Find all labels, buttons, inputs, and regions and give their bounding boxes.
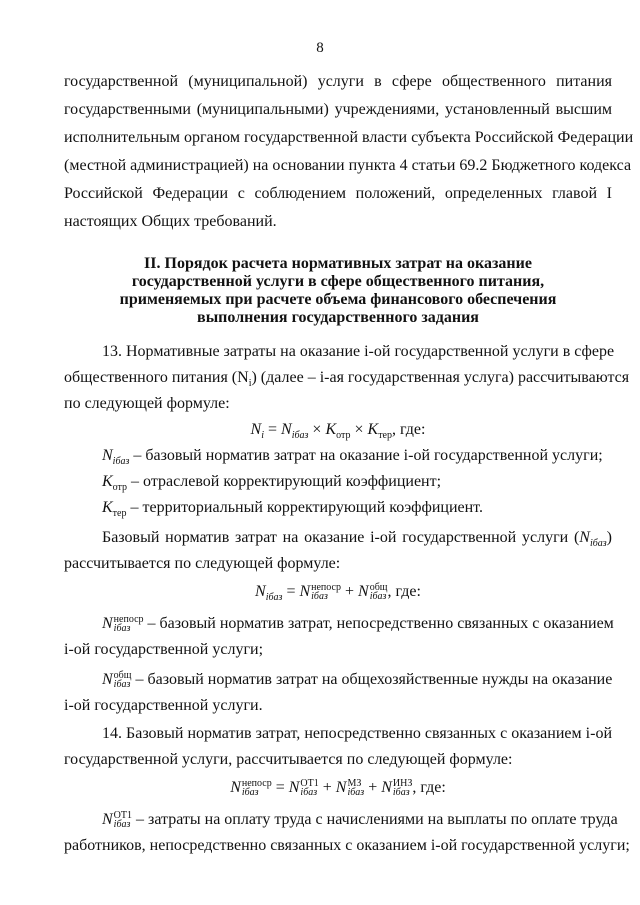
definition-obsh: N общ iбаз – базовый норматив затрат на общехозяйственные нужды на оказание [102, 670, 613, 691]
body-text-line: государственной (муниципальной) услуги в сфере общественного питания [64, 73, 612, 90]
section-heading: государственной услуги в сфере общественного питания, [131, 273, 545, 290]
definition-obsh: i-ой государственной услуги. [64, 697, 263, 714]
section-heading: II. Порядок расчета нормативных затрат на оказание [144, 255, 532, 272]
body-text-line: Российской Федерации с соблюдением положений, определенных главой I [64, 185, 612, 202]
definition-nibaz: $N_{iбаз}$ – базовый норматив затрат на оказание i-ой государственной услуги; [102, 447, 603, 468]
paragraph-14-line: государственной услуги, рассчитывается по следующей формуле: [64, 751, 513, 768]
paragraph-13-line: 13. Нормативные затраты на оказание i-ой государственной услуги в сфере [102, 343, 615, 360]
paragraph-13-line: общественного питания $(N_i)$ (далее – i-ая государственная услуга) рассчитываются [64, 369, 630, 390]
definition-kotr: $K_{отр}$ – отраслевой корректирующий коэффициент; [102, 473, 442, 494]
paragraph-13-line: по следующей формуле: [64, 395, 230, 412]
formula-neposr: N непоср iбаз = N ОТ1 iбаз + N МЗ iбаз + N ИНЗ iбаз , где: [230, 778, 446, 799]
body-text-line: исполнительным органом государственной власти субъекта Российской Федерации [64, 129, 634, 146]
definition-neposr: N непоср iбаз – базовый норматив затрат, непосредственно связанных с оказанием [102, 614, 614, 635]
definition-ot1: работников, непосредственно связанных с оказанием i-ой государственной услуги; [64, 837, 630, 854]
body-text-line: государственными (муниципальными) учреждениями, установленный высшим [64, 101, 612, 118]
definition-neposr: i-ой государственной услуги; [64, 641, 264, 658]
definition-kter: $K_{тер}$ – территориальный корректирующий коэффициент. [102, 499, 483, 520]
formula-ni: $N_i = N_{iбаз} \times K_{отр} \times K_{тер}$, где: [250, 421, 426, 442]
base-normative-line: рассчитывается по следующей формуле: [64, 555, 341, 572]
body-text-line: настоящих Общих требований. [64, 213, 277, 230]
base-normative-line: Базовый норматив затрат на оказание i-ой государственной услуги $(N_{iбаз})$ [102, 529, 612, 550]
page-number: 8 [316, 40, 324, 56]
paragraph-14-line: 14. Базовый норматив затрат, непосредственно связанных с оказанием i-ой [102, 725, 612, 742]
section-heading: применяемых при расчете объема финансового обеспечения [119, 291, 557, 308]
body-text-line: (местной администрацией) на основании пункта 4 статьи 69.2 Бюджетного кодекса [64, 157, 632, 174]
definition-ot1: N ОТ1 iбаз – затраты на оплату труда с начислениями на выплаты по оплате труда [102, 810, 618, 831]
section-heading: выполнения государственного задания [197, 309, 479, 326]
formula-nibaz: $N_{iбаз} = N$ непоср iбаз + N общ iбаз , где: [255, 582, 421, 604]
